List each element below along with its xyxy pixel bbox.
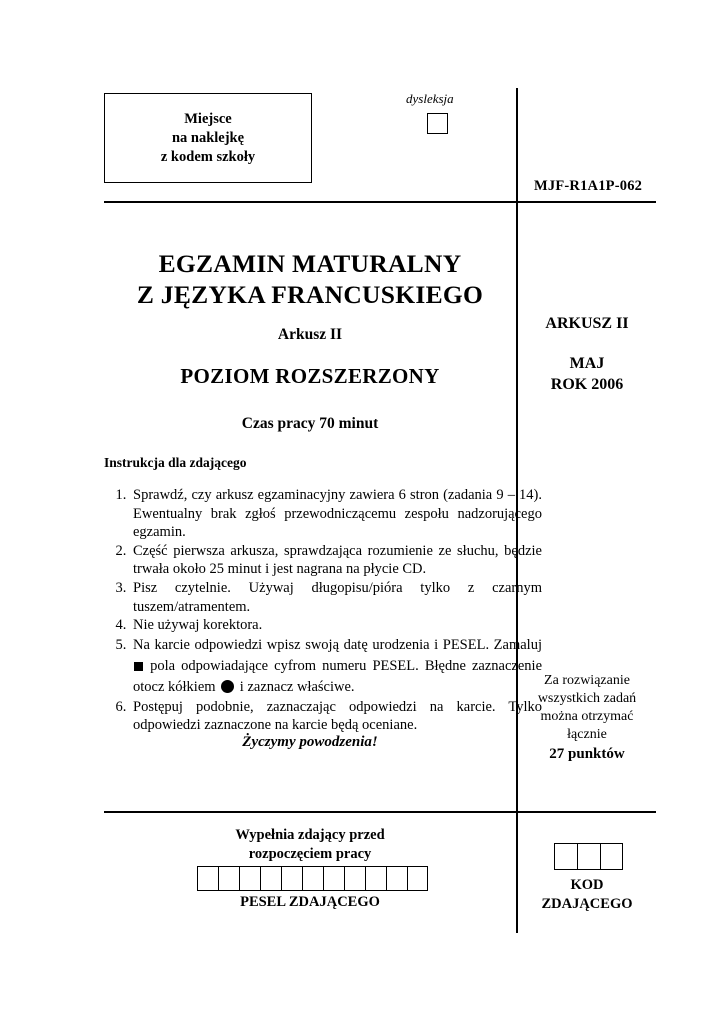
filled-square-icon bbox=[134, 662, 143, 671]
instruction-item-1: 1. Sprawdź, czy arkusz egzaminacyjny zawiera 6 stron (zadania 9 – 14). Ewentualny brak zgłoś przewodniczącemu zespołu nadzorującego egzamin. bbox=[130, 486, 542, 542]
fill-before-start-title bbox=[140, 826, 480, 864]
school-code-sticker-box bbox=[104, 93, 312, 183]
instruction-item-2: 2. Część pierwsza arkusza, sprawdzająca rozumienie ze słuchu, będzie trwała około 25 minut i jest nagrana na płycie CD. bbox=[130, 542, 542, 579]
instruction-5-part-3: zaznaczenie otocz kółkiem bbox=[133, 657, 543, 695]
instructions-list bbox=[104, 486, 542, 735]
pesel-cell[interactable] bbox=[260, 866, 281, 891]
pesel-cell[interactable] bbox=[218, 866, 239, 891]
pesel-cell[interactable] bbox=[281, 866, 302, 891]
filled-circle-icon bbox=[221, 680, 234, 693]
session-month: MAJ bbox=[569, 355, 605, 372]
points-line-4: łącznie bbox=[567, 727, 607, 742]
dyslexia-checkbox[interactable] bbox=[427, 113, 448, 134]
pesel-cell[interactable] bbox=[344, 866, 365, 891]
pesel-cell[interactable] bbox=[302, 866, 323, 891]
exam-sheet-label: Arkusz II bbox=[277, 326, 343, 343]
kod-label-line-2: ZDAJĄCEGO bbox=[541, 896, 633, 912]
session-year: ROK 2006 bbox=[550, 376, 624, 393]
dyslexia-label: dysleksja bbox=[406, 91, 454, 106]
kod-label bbox=[518, 876, 656, 914]
kod-input-grid[interactable] bbox=[554, 843, 623, 870]
pesel-label: PESEL ZDAJĄCEGO bbox=[240, 894, 380, 910]
pesel-cell[interactable] bbox=[365, 866, 386, 891]
divider-top bbox=[104, 201, 656, 203]
pesel-cell[interactable] bbox=[323, 866, 344, 891]
pesel-cell[interactable] bbox=[239, 866, 260, 891]
instruction-5-part-2: pola odpowiadające cyfrom numeru PESEL. Błędne bbox=[150, 657, 466, 674]
exam-session-info bbox=[518, 315, 656, 394]
points-line-1: Za rozwiązanie bbox=[544, 673, 630, 688]
points-line-3: można otrzymać bbox=[540, 709, 634, 724]
exam-title-block bbox=[104, 248, 516, 433]
exam-title-line-2: Z JĘZYKA FRANCUSKIEGO bbox=[136, 280, 484, 309]
pesel-cell[interactable] bbox=[197, 866, 218, 891]
kod-cell[interactable] bbox=[600, 843, 623, 870]
exam-level: POZIOM ROZSZERZONY bbox=[180, 364, 440, 388]
exam-duration: Czas pracy 70 minut bbox=[241, 415, 379, 432]
points-info-block bbox=[518, 672, 656, 763]
instruction-item-6: 6. Postępuj podobnie, zaznaczając odpowiedzi na karcie. Tylko odpowiedzi zaznaczone na karcie będą oceniane. bbox=[130, 698, 542, 735]
exam-title-line-1: EGZAMIN MATURALNY bbox=[158, 249, 462, 278]
sticker-line-2: na naklejkę bbox=[171, 129, 245, 146]
sticker-line-1: Miejsce bbox=[184, 110, 232, 127]
kod-cell[interactable] bbox=[554, 843, 577, 870]
kod-cell[interactable] bbox=[577, 843, 600, 870]
pesel-cell[interactable] bbox=[407, 866, 428, 891]
good-luck-message: Życzymy powodzenia! bbox=[242, 734, 378, 750]
points-line-2: wszystkich zadań bbox=[537, 691, 637, 706]
fill-title-line-1: Wypełnia zdający przed bbox=[235, 827, 385, 843]
session-sheet: ARKUSZ II bbox=[545, 315, 629, 332]
instructions-heading: Instrukcja dla zdającego bbox=[104, 455, 247, 470]
points-total: 27 punktów bbox=[549, 746, 625, 762]
divider-bottom bbox=[104, 811, 656, 813]
kod-label-line-1: KOD bbox=[570, 877, 604, 893]
fill-title-line-2: rozpoczęciem pracy bbox=[248, 846, 372, 862]
pesel-input-grid[interactable] bbox=[197, 866, 428, 891]
instruction-item-4: 4. Nie używaj korektora. bbox=[130, 616, 542, 635]
pesel-cell[interactable] bbox=[386, 866, 407, 891]
instruction-item-3: 3. Pisz czytelnie. Używaj długopisu/pióra tylko z czarnym tuszem/atramentem. bbox=[130, 579, 542, 616]
divider-vertical-lower bbox=[516, 813, 518, 933]
sticker-line-3: z kodem szkoły bbox=[160, 148, 256, 165]
instruction-item-5 bbox=[130, 635, 542, 698]
instruction-5-part-1: Na karcie odpowiedzi wpisz swoją datę urodzenia i PESEL. Zamaluj bbox=[133, 636, 542, 653]
exam-code: MJF-R1A1P-062 bbox=[534, 178, 643, 194]
instruction-5-part-4: i zaznacz właściwe. bbox=[239, 678, 355, 695]
